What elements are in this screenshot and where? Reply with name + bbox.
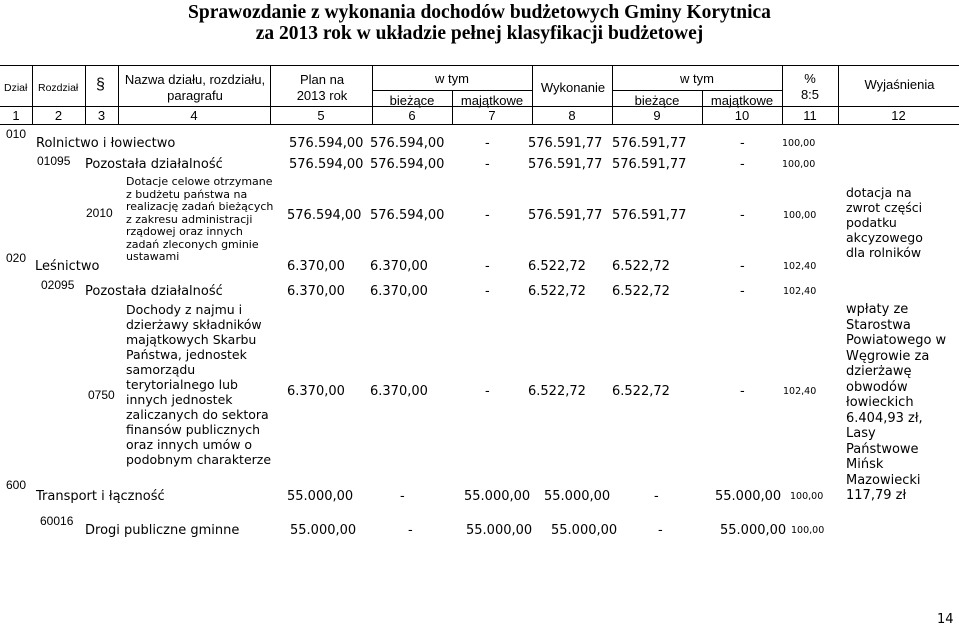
column-number: 5 — [317, 108, 325, 123]
row-procent: 100,00 — [790, 491, 824, 502]
row-biezace: - — [408, 523, 413, 538]
header-majatkowe: majątkowe — [460, 93, 524, 108]
row-plan: 576.594,00 — [287, 208, 362, 223]
row-w-majatkowe: 55.000,00 — [715, 489, 782, 504]
row-name: Leśnictwo — [35, 259, 100, 274]
row-name: Dochody z najmu i dzierżawy składników majątkowych Skarbu Państwa, jednostek samorządu terytorialnego lub innych jednostek zaliczanych do sektora finansów publicznych oraz innych umów o podobnym charakterze — [126, 302, 272, 467]
header-biezace-2: bieżące — [634, 93, 680, 108]
column-number: 3 — [97, 108, 106, 123]
row-w-biezace: 6.522,72 — [612, 284, 670, 299]
header-paragraph: § — [96, 76, 105, 93]
row-procent: 102,40 — [783, 386, 817, 397]
row-procent: 100,00 — [783, 210, 817, 221]
row-name: Pozostała działalność — [85, 157, 223, 172]
row-code: 010 — [6, 127, 27, 141]
row-w-majatkowe: - — [740, 208, 745, 223]
column-number: 7 — [488, 108, 496, 123]
row-procent: 102,40 — [783, 286, 817, 297]
row-w-majatkowe: - — [740, 259, 745, 274]
row-majatkowe: 55.000,00 — [466, 523, 533, 538]
column-number: 2 — [54, 108, 63, 123]
row-w-majatkowe: - — [740, 384, 745, 399]
row-w-biezace: 6.522,72 — [612, 384, 670, 399]
row-majatkowe: 55.000,00 — [464, 489, 531, 504]
row-plan: 55.000,00 — [290, 523, 357, 538]
row-majatkowe: - — [485, 259, 490, 274]
row-majatkowe: - — [485, 384, 490, 399]
header-nazwa-line1: Nazwa działu, rozdziału, — [124, 72, 266, 87]
row-majatkowe: - — [485, 208, 490, 223]
row-name: Rolnictwo i łowiectwo — [36, 136, 176, 151]
row-majatkowe: - — [485, 284, 490, 299]
row-name: Drogi publiczne gminne — [85, 523, 240, 538]
row-code: 020 — [6, 251, 27, 265]
row-wykonanie: 6.522,72 — [528, 384, 586, 399]
row-wykonanie: 6.522,72 — [528, 284, 586, 299]
row-biezace: 576.594,00 — [370, 157, 445, 172]
header-dzial: Dział — [4, 82, 28, 94]
header-wyjasnienia: Wyjaśnienia — [864, 77, 935, 92]
row-code: 02095 — [41, 278, 75, 292]
row-procent: 102,40 — [783, 261, 817, 272]
row-plan: 6.370,00 — [287, 384, 345, 399]
column-number: 8 — [568, 108, 576, 123]
column-number: 4 — [190, 108, 198, 123]
column-number: 11 — [803, 108, 817, 123]
report-title-line2: za 2013 rok w układzie pełnej klasyfikacji budżetowej — [255, 23, 704, 44]
row-biezace: - — [400, 489, 405, 504]
row-biezace: 6.370,00 — [370, 259, 428, 274]
row-wykonanie: 576.591,77 — [528, 136, 603, 151]
row-biezace: 576.594,00 — [370, 136, 445, 151]
column-number: 12 — [891, 108, 906, 123]
row-code: 01095 — [37, 154, 71, 168]
row-name: Pozostała działalność — [85, 284, 223, 299]
row-code: 2010 — [86, 206, 113, 220]
header-plan-line1: Plan na — [299, 72, 345, 87]
row-w-biezace: 576.591,77 — [612, 208, 687, 223]
header-w-tym: w tym — [435, 71, 469, 86]
header-majatkowe-2: majątkowe — [710, 93, 774, 108]
row-w-majatkowe: 55.000,00 — [720, 523, 787, 538]
column-number: 9 — [653, 108, 661, 123]
header-procent: % — [804, 71, 816, 86]
row-procent: 100,00 — [791, 525, 825, 536]
row-w-biezace: 576.591,77 — [612, 136, 687, 151]
header-rozdzial: Rozdział — [38, 82, 79, 94]
row-w-biezace: - — [654, 489, 659, 504]
row-procent: 100,00 — [782, 159, 816, 170]
row-code: 600 — [6, 478, 27, 492]
row-majatkowe: - — [485, 136, 490, 151]
row-w-biezace: 576.591,77 — [612, 157, 687, 172]
row-plan: 55.000,00 — [287, 489, 354, 504]
row-biezace: 6.370,00 — [370, 284, 428, 299]
row-wykonanie: 576.591,77 — [528, 157, 603, 172]
column-number: 6 — [408, 108, 416, 123]
row-procent: 100,00 — [782, 138, 816, 149]
row-wykonanie: 6.522,72 — [528, 259, 586, 274]
row-w-majatkowe: - — [740, 136, 745, 151]
row-majatkowe: - — [485, 157, 490, 172]
row-name: Dotacje celowe otrzymane z budżetu państwa na realizację zadań bieżących z zakresu administracji rządowej oraz innych zadań zleconych gminie ustawami — [126, 175, 274, 263]
row-biezace: 6.370,00 — [370, 384, 428, 399]
header-wykonanie: Wykonanie — [540, 80, 606, 95]
row-w-majatkowe: - — [740, 284, 745, 299]
header-biezace: bieżące — [389, 93, 435, 108]
header-plan-line2: 2013 rok — [296, 88, 348, 103]
row-name: Transport i łączność — [36, 489, 165, 504]
column-number: 10 — [734, 108, 750, 123]
row-explanation: dotacja na zwrot części podatku akcyzowego dla rolników — [846, 185, 923, 260]
column-number: 1 — [12, 108, 20, 123]
row-w-biezace: 6.522,72 — [612, 259, 670, 274]
row-biezace: 576.594,00 — [370, 208, 445, 223]
row-plan: 6.370,00 — [287, 284, 345, 299]
row-plan: 6.370,00 — [287, 259, 345, 274]
row-plan: 576.594,00 — [289, 157, 364, 172]
row-explanation: wpłaty ze Starostwa Powiatowego w Węgrowie za dzierżawę obwodów łowieckich 6.404,93 zł, Lasy Państwowe Mińsk Mazowiecki 117,79 zł — [846, 302, 947, 503]
row-wykonanie: 55.000,00 — [551, 523, 618, 538]
header-nazwa-line2: paragrafu — [167, 88, 223, 103]
row-w-biezace: - — [658, 523, 663, 538]
row-w-majatkowe: - — [740, 157, 745, 172]
row-wykonanie: 55.000,00 — [544, 489, 611, 504]
header-procent-formula: 8:5 — [800, 87, 820, 102]
row-wykonanie: 576.591,77 — [528, 208, 603, 223]
page-number: 14 — [937, 612, 954, 627]
report-title-line1: Sprawozdanie z wykonania dochodów budżetowych Gminy Korytnica — [188, 2, 771, 23]
row-code: 0750 — [88, 388, 115, 402]
header-w-tym-2: w tym — [680, 71, 714, 86]
row-plan: 576.594,00 — [289, 136, 364, 151]
row-code: 60016 — [40, 514, 74, 528]
